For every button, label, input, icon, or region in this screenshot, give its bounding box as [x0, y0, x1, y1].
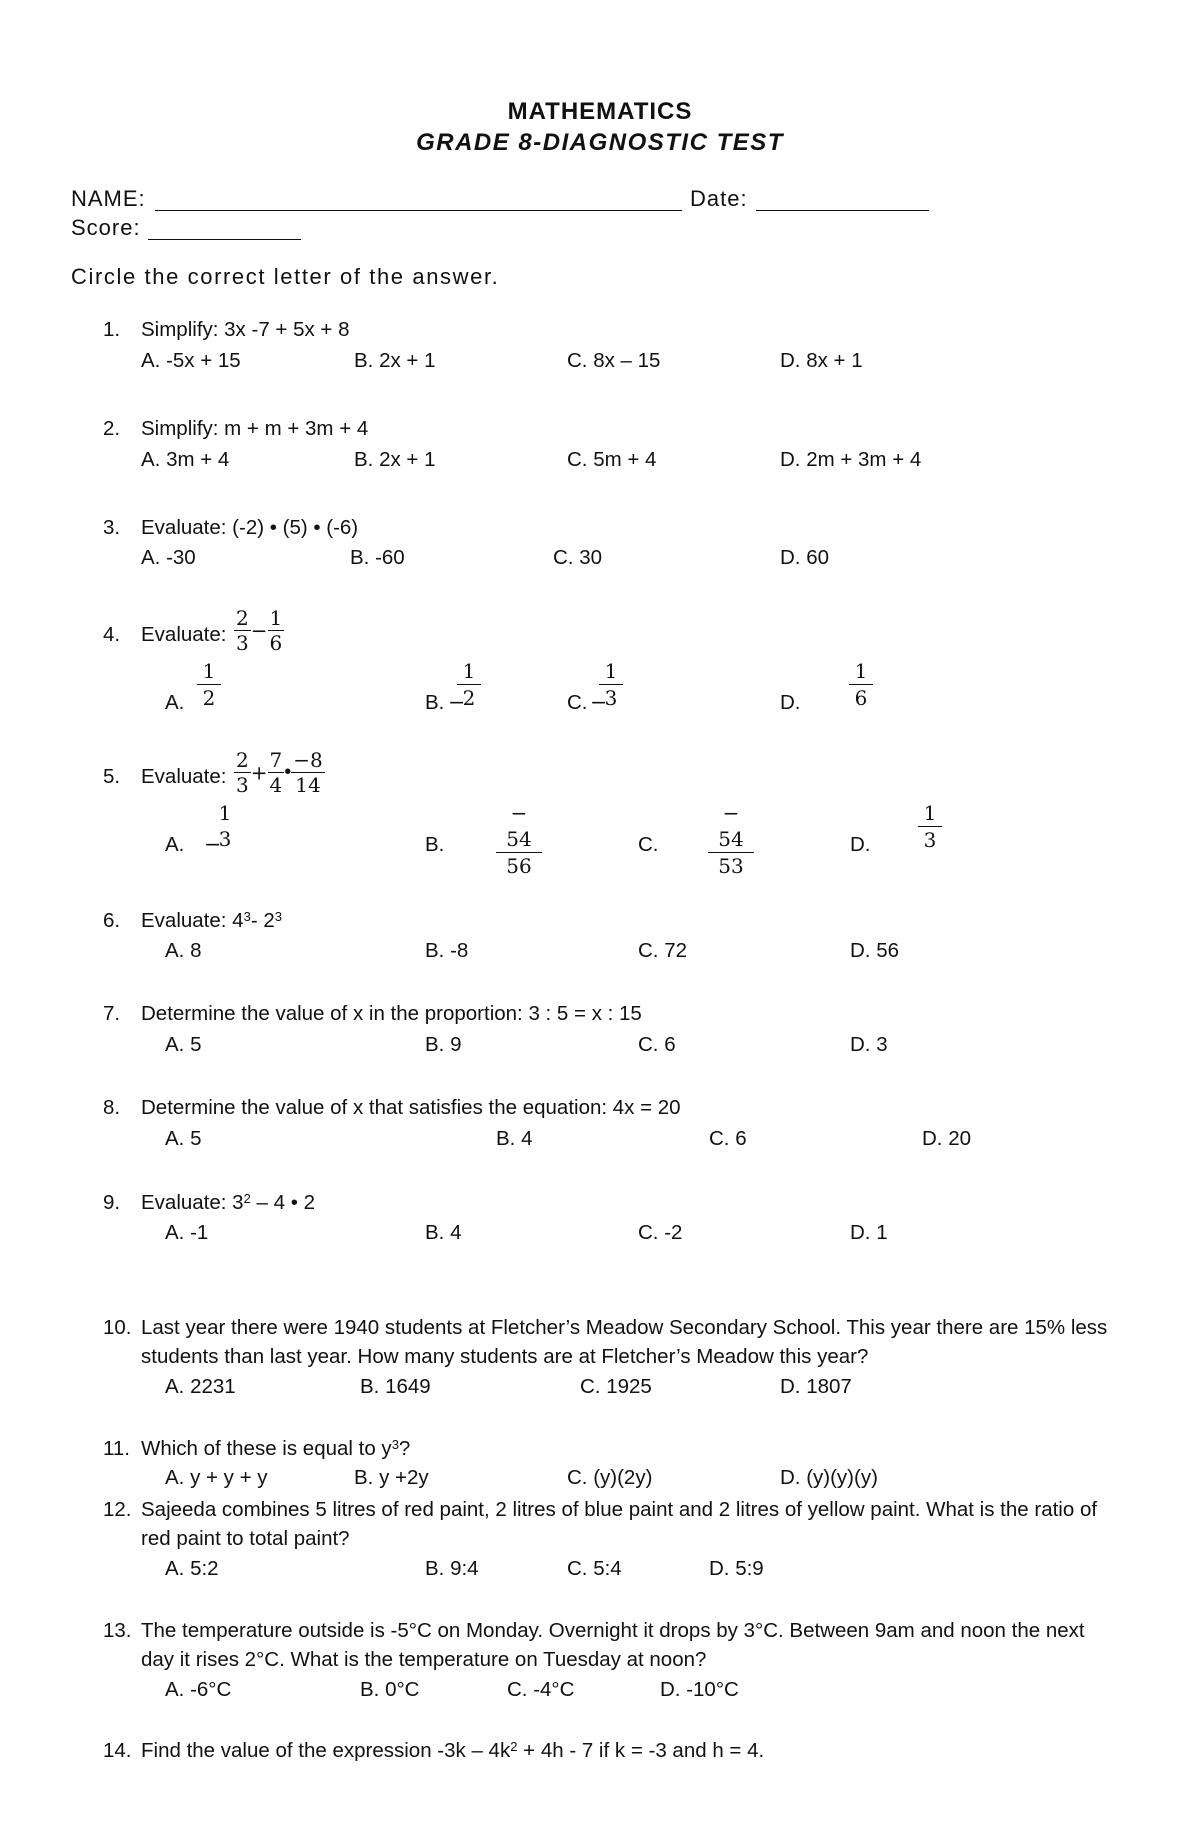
option-a-letter[interactable]: A. — [165, 691, 185, 714]
option-b[interactable]: B. y +2y — [354, 1466, 429, 1489]
option-a[interactable]: A. -1 — [165, 1221, 209, 1244]
question-number: 14. — [103, 1739, 132, 1762]
option-b-fraction[interactable]: 1 2 — [457, 658, 481, 711]
option-c[interactable]: C. 5:4 — [567, 1557, 622, 1580]
question-text: Simplify: m + m + 3m + 4 — [141, 417, 369, 440]
question-number: 2. — [103, 417, 121, 440]
question-text: Evaluate: — [141, 765, 227, 788]
question-12 — [103, 1495, 1098, 1550]
option-c[interactable]: C. 5m + 4 — [567, 448, 657, 471]
question-text: Evaluate: $3^2 - 4$ • 2 — [141, 1191, 315, 1214]
question-number: 9. — [103, 1191, 121, 1214]
option-d-fraction[interactable]: 1 3 — [918, 800, 942, 853]
question-number: 3. — [103, 516, 121, 539]
option-c[interactable]: C. 6 — [638, 1033, 676, 1056]
question-text: The temperature outside is -5°C on Monday. Overnight it drops by 3°C. Between 9am and noon the next day it rises 2°C. What is the temperature on Tuesday at noon? — [141, 1619, 1085, 1671]
option-a[interactable]: A. -5x + 15 — [141, 349, 241, 372]
question-number: 10. — [103, 1316, 132, 1339]
option-b[interactable]: B. 2x + 1 — [354, 448, 436, 471]
option-b[interactable]: B. -60 — [350, 546, 405, 569]
instruction: Circle the correct letter of the answer. — [71, 264, 500, 289]
question-text: Evaluate: (-2) • (5) • (-6) — [141, 516, 359, 539]
question-number: 12. — [103, 1498, 132, 1521]
option-d[interactable]: D. 20 — [922, 1127, 971, 1150]
question-number: 6. — [103, 909, 121, 932]
fraction: $\frac{7}{4}$ — [269, 748, 283, 797]
option-c-fraction[interactable]: − 54 53 — [708, 800, 754, 879]
option-b[interactable]: B. 4 — [496, 1127, 533, 1150]
option-d[interactable]: D. (y)(y)(y) — [780, 1466, 878, 1489]
option-d-letter[interactable]: D. — [780, 691, 801, 714]
option-b-letter[interactable]: B. — [425, 833, 445, 856]
question-2 — [103, 414, 369, 443]
option-a[interactable]: A. 5:2 — [165, 1557, 219, 1580]
question-text: Evaluate: — [141, 623, 227, 646]
fraction: $\frac{1}{6}$ — [269, 606, 283, 655]
question-text: Evaluate: $4^3-$ $2^3$ — [141, 909, 282, 932]
fraction-expression: $\frac{2}{3}$ − $\frac{1}{6}$ — [236, 606, 283, 655]
question-number: 4. — [103, 623, 121, 646]
option-d[interactable]: D. 1807 — [780, 1375, 852, 1398]
fraction-expression: $\frac{2}{3}$ + $\frac{7}{4}$ • $\frac{-8}{14}$ — [236, 748, 323, 797]
question-8 — [103, 1093, 681, 1122]
fraction: $\frac{2}{3}$ — [236, 748, 249, 797]
question-text: Which of these is equal to $y^3$? — [141, 1437, 411, 1460]
option-a[interactable]: A. 5 — [165, 1033, 202, 1056]
question-1 — [103, 315, 350, 344]
option-b[interactable]: B. 9 — [425, 1033, 462, 1056]
question-number: 13. — [103, 1619, 132, 1642]
question-14 — [103, 1736, 765, 1765]
fraction: $\frac{2}{3}$ — [236, 606, 249, 655]
question-text: Sajeeda combines 5 litres of red paint, 2 litres of blue paint and 2 litres of yellow paint. What is the ratio of red paint to total paint? — [141, 1498, 1098, 1550]
option-c[interactable]: C. -2 — [638, 1221, 683, 1244]
option-c-letter[interactable]: C. — [567, 691, 588, 714]
option-d[interactable]: D. 8x + 1 — [780, 349, 863, 372]
option-c[interactable]: C. -4°C — [507, 1678, 575, 1701]
score-label: Score: — [71, 215, 141, 240]
option-d[interactable]: D. 1 — [850, 1221, 888, 1244]
option-d[interactable]: D. -10°C — [660, 1678, 739, 1701]
option-b[interactable]: B. 2x + 1 — [354, 349, 436, 372]
option-b[interactable]: B. 4 — [425, 1221, 462, 1244]
option-c-letter[interactable]: C. — [638, 833, 659, 856]
question-11 — [103, 1434, 411, 1463]
question-number: 7. — [103, 1002, 121, 1025]
option-d[interactable]: D. 5:9 — [709, 1557, 764, 1580]
option-a[interactable]: A. 8 — [165, 939, 202, 962]
question-4 — [103, 620, 227, 649]
question-9 — [103, 1188, 315, 1217]
subject-title: MATHEMATICS — [507, 98, 693, 125]
option-a[interactable]: A. 2231 — [165, 1375, 236, 1398]
option-c-sign: − — [590, 690, 608, 714]
question-6 — [103, 906, 282, 935]
option-d[interactable]: D. 60 — [780, 546, 829, 569]
question-number: 1. — [103, 318, 121, 341]
name-label: NAME: — [71, 186, 146, 211]
option-b-letter[interactable]: B. — [425, 691, 445, 714]
question-13 — [103, 1616, 1085, 1671]
question-10 — [103, 1313, 1108, 1368]
option-a[interactable]: A. y + y + y — [165, 1466, 268, 1489]
option-d-fraction[interactable]: 1 6 — [849, 658, 873, 711]
question-text: Last year there were 1940 students at Fletcher’s Meadow Secondary School. This year there are 15% less students than last year. How many students are at Fletcher’s Meadow this year? — [141, 1316, 1108, 1368]
option-c-fraction[interactable]: 1 3 — [599, 658, 623, 711]
question-5 — [103, 762, 227, 791]
question-text: Simplify: 3x -7 + 5x + 8 — [141, 318, 350, 341]
option-d-letter[interactable]: D. — [850, 833, 871, 856]
option-c[interactable]: C. 1925 — [580, 1375, 652, 1398]
option-d[interactable]: D. 3 — [850, 1033, 888, 1056]
option-a[interactable]: A. 5 — [165, 1127, 202, 1150]
question-3 — [103, 513, 359, 542]
question-text: Determine the value of x in the proportion: 3 : 5 = x : 15 — [141, 1002, 642, 1025]
question-7 — [103, 999, 642, 1028]
option-c[interactable]: C. 30 — [553, 546, 602, 569]
fraction: $\frac{-8}{14}$ — [293, 748, 323, 797]
option-b[interactable]: B. 1649 — [360, 1375, 431, 1398]
option-b[interactable]: B. 9:4 — [425, 1557, 479, 1580]
option-a-fraction[interactable]: 1 2 — [197, 658, 221, 711]
option-a-letter[interactable]: A. — [165, 833, 185, 856]
name-blank[interactable] — [155, 210, 682, 211]
option-c[interactable]: C. 8x – 15 — [567, 349, 661, 372]
option-a[interactable]: A. -6°C — [165, 1678, 232, 1701]
option-c[interactable]: C. 72 — [638, 939, 687, 962]
question-number: 5. — [103, 765, 121, 788]
option-d[interactable]: D. 56 — [850, 939, 899, 962]
option-a[interactable]: A. 3m + 4 — [141, 448, 230, 471]
date-label: Date: — [690, 186, 748, 211]
option-d[interactable]: D. 2m + 3m + 4 — [780, 448, 922, 471]
option-b-fraction[interactable]: − 54 56 — [496, 800, 542, 879]
option-a-sign: − — [204, 832, 222, 856]
option-b-sign: − — [448, 690, 466, 714]
date-blank[interactable] — [756, 210, 929, 211]
test-title: GRADE 8-DIAGNOSTIC TEST — [416, 129, 784, 156]
option-b[interactable]: B. -8 — [425, 939, 469, 962]
question-number: 11. — [103, 1437, 130, 1460]
question-text: Determine the value of x that satisfies the equation: 4x = 20 — [141, 1096, 681, 1119]
question-text: Find the value of the expression $-3k - 4k^2 + 4h - 7$ if k = -3 and h = 4. — [141, 1739, 765, 1762]
option-b[interactable]: B. 0°C — [360, 1678, 420, 1701]
option-a-fraction[interactable]: 1 3 — [218, 801, 232, 851]
score-blank[interactable] — [148, 239, 301, 240]
option-c[interactable]: C. (y)(2y) — [567, 1466, 653, 1489]
question-number: 8. — [103, 1096, 121, 1119]
option-c[interactable]: C. 6 — [709, 1127, 747, 1150]
option-a[interactable]: A. -30 — [141, 546, 196, 569]
